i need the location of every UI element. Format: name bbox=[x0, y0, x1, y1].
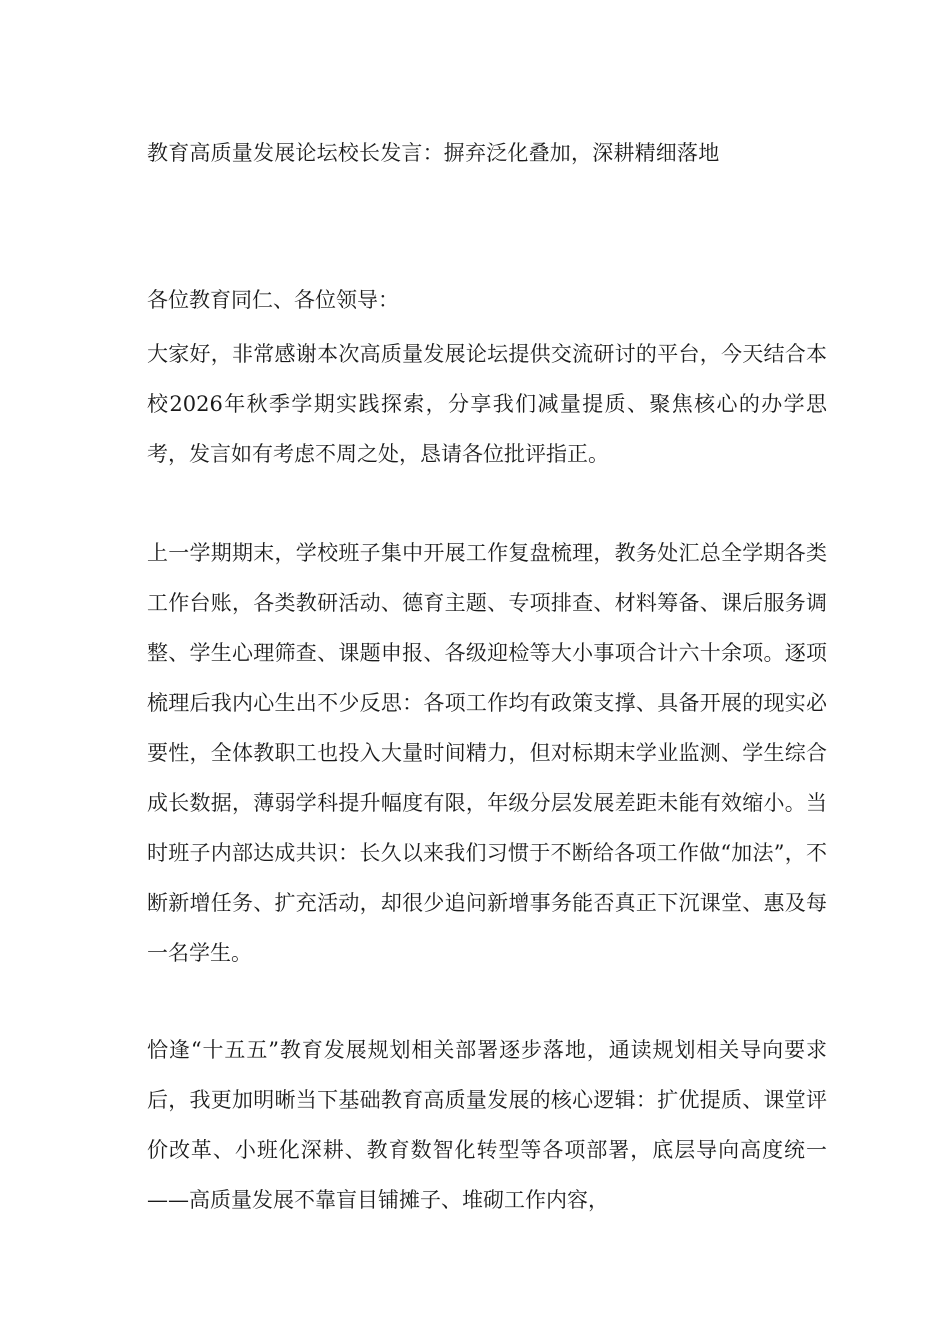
salutation: 各位教育同仁、各位领导： bbox=[147, 288, 399, 312]
document-title: 教育高质量发展论坛校长发言：摒弃泛化叠加，深耕精细落地 bbox=[147, 141, 720, 165]
paragraph-planning: 恰逢“十五五”教育发展规划相关部署逐步落地，通读规划相关导向要求后，我更加明晰当下基础教育高质量发展的核心逻辑：扩优提质、课堂评价改革、小班化深耕、教育数智化转型等各项部署，底层导向高度统一——高质量发展不靠盲目铺摊子、堆砌工作内容， bbox=[147, 1038, 827, 1212]
paragraph-opening: 大家好，非常感谢本次高质量发展论坛提供交流研讨的平台，今天结合本校2026年秋季学期实践探索，分享我们减量提质、聚焦核心的办学思考，发言如有考虑不周之处，恳请各位批评指正。 bbox=[147, 342, 827, 466]
paragraph-review: 上一学期期末，学校班子集中开展工作复盘梳理，教务处汇总全学期各类工作台账，各类教研活动、德育主题、专项排查、材料筹备、课后服务调整、学生心理筛查、课题申报、各级迎检等大小事项合计六十余项。逐项梳理后我内心生出不少反思：各项工作均有政策支撑、具备开展的现实必要性，全体教职工也投入大量时间精力，但对标期末学业监测、学生综合成长数据，薄弱学科提升幅度有限，年级分层发展差距未能有效缩小。当时班子内部达成共识：长久以来我们习惯于不断给各项工作做“加法”，不断新增任务、扩充活动，却很少追问新增事务能否真正下沉课堂、惠及每一名学生。 bbox=[147, 541, 827, 965]
